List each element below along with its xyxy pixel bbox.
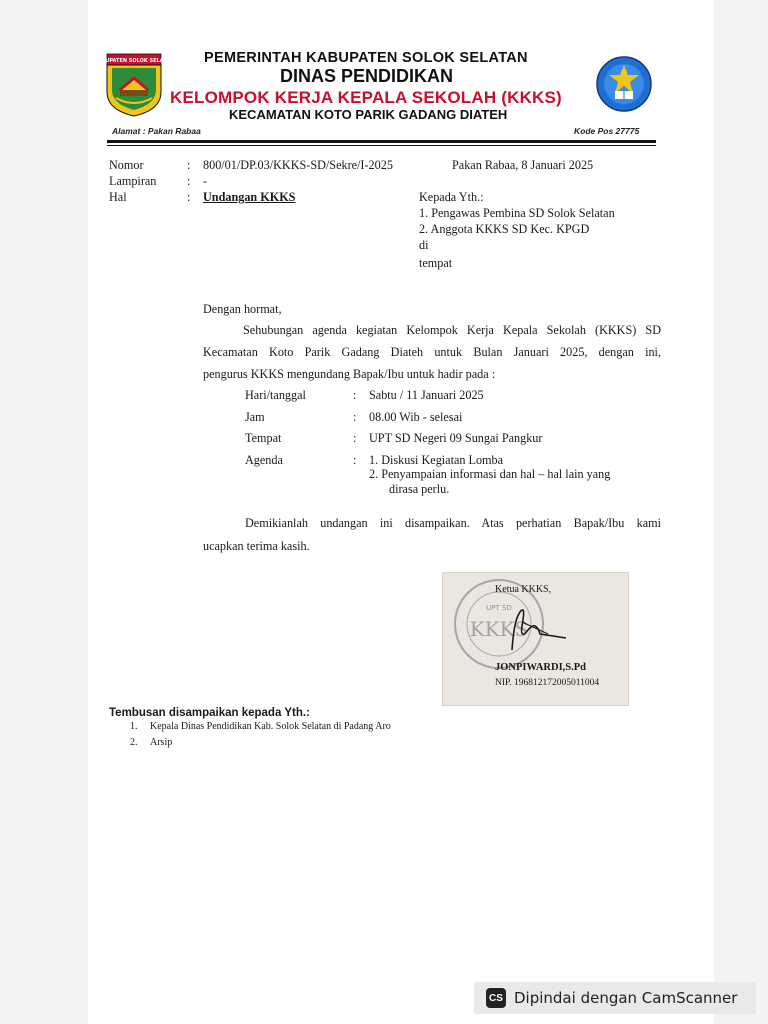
regency-crest-icon xyxy=(93,52,175,118)
cc-item: Kepala Dinas Pendidikan Kab. Solok Selatan di Padang Aro xyxy=(150,721,391,732)
document-page xyxy=(88,0,714,1024)
letterhead-rule-thin xyxy=(107,145,656,146)
closing-line: ucapkan terima kasih. xyxy=(203,539,310,553)
signature-scribble-icon xyxy=(492,600,572,660)
stamp-label: UPT SD xyxy=(486,604,512,612)
signature-nip: NIP. 196812172005011004 xyxy=(495,678,600,688)
recipient-item: 2. Anggota KKKS SD Kec. KPGD xyxy=(419,222,590,236)
letterhead-organization: KELOMPOK KERJA KEPALA SEKOLAH (KKKS) xyxy=(170,88,562,107)
recipients-di: di xyxy=(419,238,429,252)
recipient-item: 1. Pengawas Pembina SD Solok Selatan xyxy=(419,206,615,220)
camscanner-logo-icon: CS xyxy=(486,988,506,1008)
recipients-heading: Kepada Yth.: xyxy=(419,190,484,204)
paragraph-line: Kecamatan Koto Parik Gadang Diateh untuk Bulan Januari 2025, dengan ini, xyxy=(203,345,661,359)
lampiran-colon: : xyxy=(187,174,191,188)
detail-value: Sabtu / 11 Januari 2025 xyxy=(369,388,484,402)
lampiran-value: - xyxy=(203,174,208,188)
cc-item-number: 1. xyxy=(130,721,138,732)
agenda-item: 2. Penyampaian informasi dan hal – hal lain yang xyxy=(369,467,611,481)
letterhead-address: Alamat : Pakan Rabaa xyxy=(112,126,201,136)
letterhead-office: DINAS PENDIDIKAN xyxy=(280,66,454,86)
detail-value: 1. Diskusi Kegiatan Lomba xyxy=(369,453,504,467)
detail-value: UPT SD Negeri 09 Sungai Pangkur xyxy=(369,431,543,445)
letterhead-government: PEMERINTAH KABUPATEN SOLOK SELATAN xyxy=(204,50,528,66)
letterhead-postal-code: Kode Pos 27775 xyxy=(574,126,640,136)
detail-colon: : xyxy=(353,431,357,445)
stamp-big-label: KKKS xyxy=(469,617,529,641)
camscanner-watermark xyxy=(474,982,756,1014)
greeting: Dengan hormat, xyxy=(203,302,282,316)
letter-date: Pakan Rabaa, 8 Januari 2025 xyxy=(452,158,594,172)
signature-name: JONPIWARDI,S.Pd xyxy=(495,662,587,673)
crest-label: KABUPATEN SOLOK SELATAN xyxy=(93,58,175,64)
paragraph-line: pengurus KKKS mengundang Bapak/Ibu untuk hadir pada : xyxy=(203,367,496,381)
signature-role: Ketua KKKS, xyxy=(495,584,552,595)
lampiran-label: Lampiran xyxy=(109,174,157,188)
detail-value: 08.00 Wib - selesai xyxy=(369,410,463,424)
detail-colon: : xyxy=(353,410,357,424)
nomor-label: Nomor xyxy=(109,158,144,172)
hal-label: Hal xyxy=(109,190,127,204)
hal-value: Undangan KKKS xyxy=(203,190,296,204)
camscanner-text: Dipindai dengan CamScanner xyxy=(514,989,738,1007)
nomor-value: 800/01/DP.03/KKKS-SD/Sekre/I-2025 xyxy=(203,158,393,172)
closing-line: Demikianlah undangan ini disampaikan. Atas perhatian Bapak/Ibu kami xyxy=(245,516,661,530)
detail-colon: : xyxy=(353,453,357,467)
detail-colon: : xyxy=(353,388,357,402)
detail-label: Tempat xyxy=(245,431,282,445)
letterhead-district: KECAMATAN KOTO PARIK GADANG DIATEH xyxy=(229,107,508,122)
detail-label: Agenda xyxy=(245,453,283,467)
letterhead-rule-thick xyxy=(107,140,656,143)
agenda-item-continuation: dirasa perlu. xyxy=(389,482,450,496)
cc-item-number: 2. xyxy=(130,737,138,748)
paragraph-line: Sehubungan agenda kegiatan Kelompok Kerja Kepala Sekolah (KKKS) SD xyxy=(243,323,661,337)
cc-title: Tembusan disampaikan kepada Yth.: xyxy=(109,707,310,719)
nomor-colon: : xyxy=(187,158,191,172)
tut-wuri-handayani-icon xyxy=(595,55,653,113)
hal-colon: : xyxy=(187,190,191,204)
detail-label: Hari/tanggal xyxy=(245,388,306,402)
cc-item: Arsip xyxy=(150,737,173,748)
detail-label: Jam xyxy=(245,410,265,424)
recipients-tempat: tempat xyxy=(419,256,453,270)
